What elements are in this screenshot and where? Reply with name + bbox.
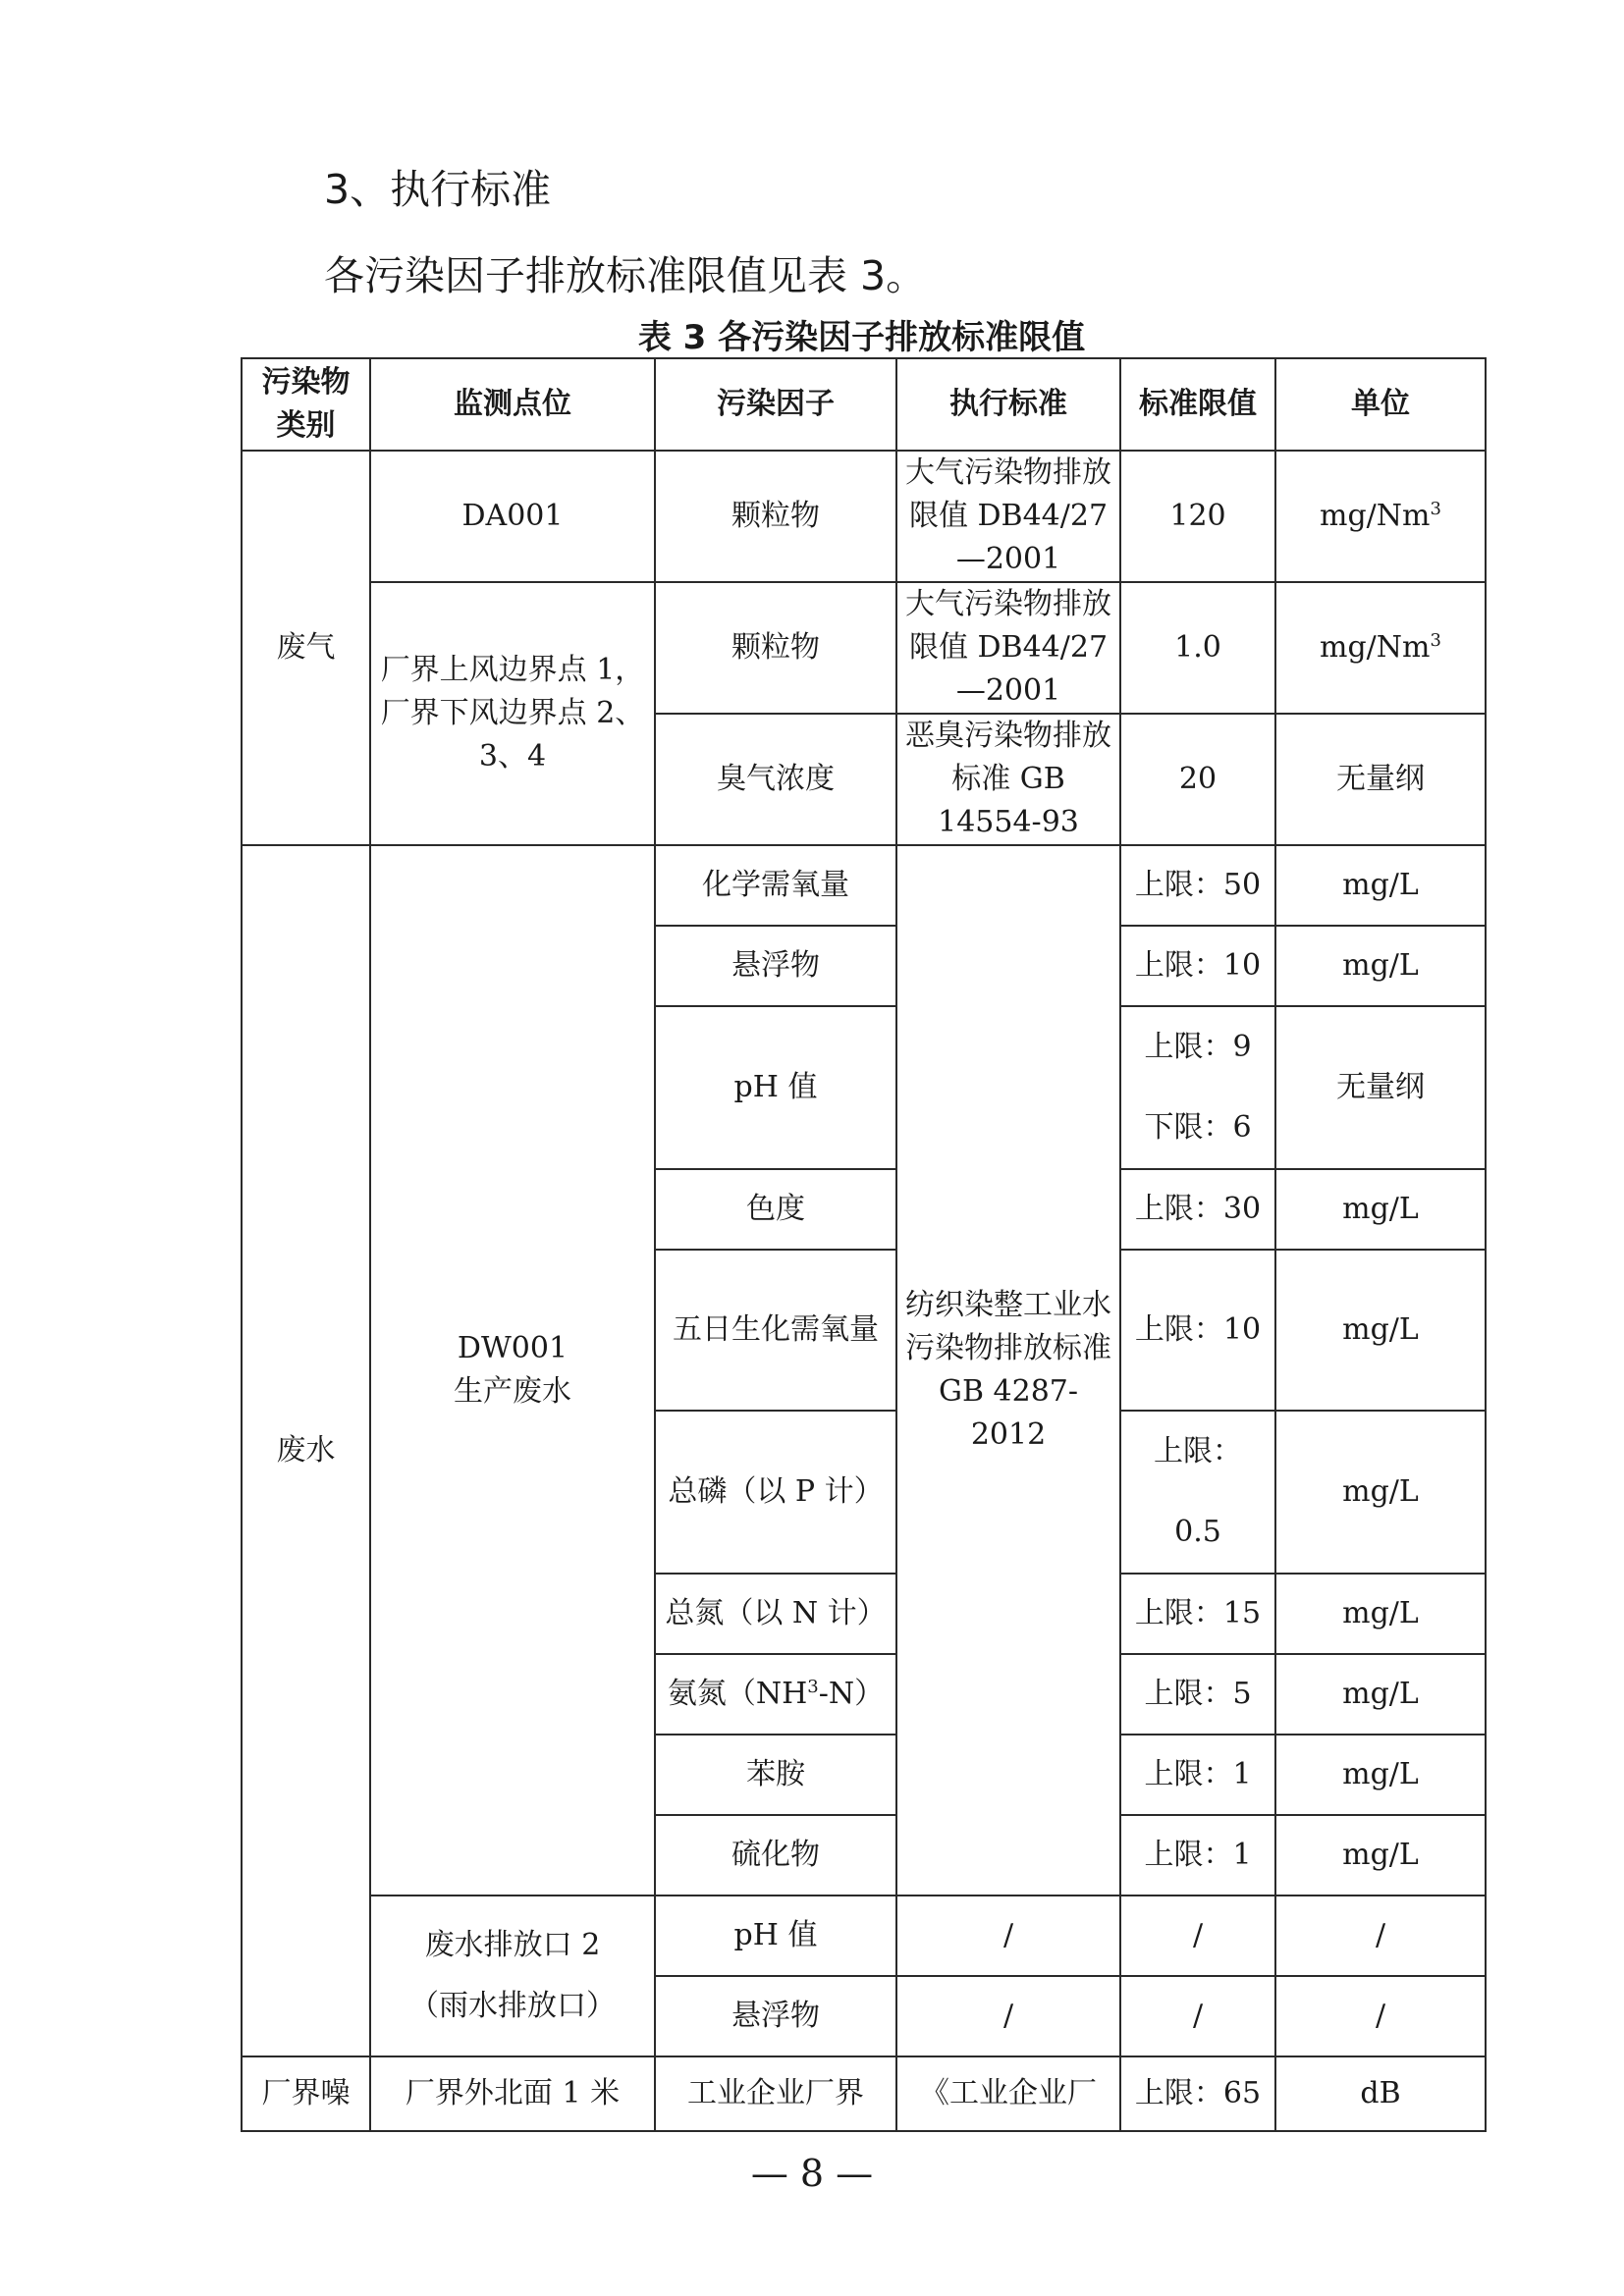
- unit-cell: [1275, 582, 1486, 714]
- factor-tail: -N）: [818, 1677, 885, 1711]
- factor-cell: 工业企业厂界: [655, 2056, 896, 2131]
- unit-cell: mg/L: [1275, 1815, 1486, 1896]
- emission-standards-table: [241, 357, 1487, 2132]
- unit-cell: mg/L: [1275, 1411, 1486, 1574]
- header-limit: 标准限值: [1120, 358, 1275, 451]
- category-waste-gas: 废气: [242, 451, 370, 845]
- factor-cell: 色度: [655, 1169, 896, 1250]
- category-waste-water: 废水: [242, 845, 370, 2056]
- limit-cell: 上限：30: [1120, 1169, 1275, 1250]
- limit-cell: 上限：50: [1120, 845, 1275, 926]
- table-row: [242, 582, 1486, 714]
- standard-cell: 恶臭污染物排放标准 GB 14554-93: [896, 714, 1120, 845]
- unit-cell: 无量纲: [1275, 1006, 1486, 1169]
- unit-cell: mg/L: [1275, 1574, 1486, 1654]
- limit-cell: 20: [1120, 714, 1275, 845]
- factor-cell: 总氮（以 N 计）: [655, 1574, 896, 1654]
- unit-cell: mg/L: [1275, 926, 1486, 1006]
- limit-upper: 上限：9: [1144, 1030, 1252, 1064]
- point-name: 生产废水: [454, 1374, 571, 1409]
- unit-cell: mg/L: [1275, 845, 1486, 926]
- limit-cell: 上限：5: [1120, 1654, 1275, 1735]
- factor-cell: 悬浮物: [655, 926, 896, 1006]
- factor-cell: pH 值: [655, 1006, 896, 1169]
- factor-cell: pH 值: [655, 1896, 896, 1976]
- limit-cell: 上限：1: [1120, 1815, 1275, 1896]
- factor-cell: 苯胺: [655, 1735, 896, 1815]
- page-number: — 8 —: [750, 2152, 874, 2195]
- unit-cell: mg/L: [1275, 1654, 1486, 1735]
- limit-cell: [1120, 1411, 1275, 1574]
- point-name: 废水排放口 2: [424, 1928, 601, 1962]
- point-code: DW001: [457, 1331, 568, 1365]
- standard-cell: /: [896, 1896, 1120, 1976]
- table-header-row: [242, 358, 1486, 451]
- factor-cell: 五日生化需氧量: [655, 1250, 896, 1411]
- limit-cell: 上限：10: [1120, 1250, 1275, 1411]
- point-noise: 厂界外北面 1 米: [370, 2056, 655, 2131]
- factor-text: 氨氮（NH: [667, 1677, 808, 1711]
- unit-cell: [1275, 451, 1486, 582]
- factor-cell: 臭气浓度: [655, 714, 896, 845]
- table-row: [242, 2056, 1486, 2131]
- limit-cell: /: [1120, 1896, 1275, 1976]
- factor-cell: 悬浮物: [655, 1976, 896, 2056]
- limit-cell: /: [1120, 1976, 1275, 2056]
- standard-dw001: 纺织染整工业水污染物排放标准 GB 4287-2012: [896, 845, 1120, 1896]
- point-boundary: 厂界上风边界点 1，厂界下风边界点 2、3、4: [370, 582, 655, 845]
- unit-text: mg/Nm: [1320, 630, 1431, 665]
- limit-upper: 上限：: [1154, 1434, 1242, 1468]
- table-row: [242, 451, 1486, 582]
- section-heading: 3、执行标准: [324, 166, 552, 213]
- point-dw001: [370, 845, 655, 1896]
- standard-cell: /: [896, 1976, 1120, 2056]
- unit-superscript: 3: [1430, 499, 1441, 519]
- limit-cell: 1.0: [1120, 582, 1275, 714]
- limit-cell: 上限：15: [1120, 1574, 1275, 1654]
- standard-cell: 大气污染物排放限值 DB44/27—2001: [896, 451, 1120, 582]
- unit-cell: dB: [1275, 2056, 1486, 2131]
- standard-cell: 《工业企业厂: [896, 2056, 1120, 2131]
- factor-cell: 总磷（以 P 计）: [655, 1411, 896, 1574]
- header-unit: 单位: [1275, 358, 1486, 451]
- point-note: （雨水排放口）: [409, 1989, 616, 2023]
- point-outlet2: [370, 1896, 655, 2056]
- category-noise: 厂界噪: [242, 2056, 370, 2131]
- unit-cell: /: [1275, 1896, 1486, 1976]
- standard-cell: 大气污染物排放限值 DB44/27—2001: [896, 582, 1120, 714]
- header-point: 监测点位: [370, 358, 655, 451]
- factor-superscript: 3: [807, 1677, 819, 1697]
- unit-superscript: 3: [1430, 630, 1441, 651]
- header-factor: 污染因子: [655, 358, 896, 451]
- unit-cell: /: [1275, 1976, 1486, 2056]
- header-category: 污染物类别: [242, 358, 370, 451]
- factor-cell: 颗粒物: [655, 582, 896, 714]
- point-da001: DA001: [370, 451, 655, 582]
- limit-cell: 120: [1120, 451, 1275, 582]
- limit-cell: [1120, 1006, 1275, 1169]
- table-row: [242, 1896, 1486, 1976]
- limit-cell: 上限：1: [1120, 1735, 1275, 1815]
- factor-cell: 硫化物: [655, 1815, 896, 1896]
- unit-cell: mg/L: [1275, 1169, 1486, 1250]
- limit-cell: 上限：10: [1120, 926, 1275, 1006]
- unit-cell: 无量纲: [1275, 714, 1486, 845]
- factor-cell: 颗粒物: [655, 451, 896, 582]
- limit-cell: 上限：65: [1120, 2056, 1275, 2131]
- table-row: [242, 845, 1486, 926]
- unit-cell: mg/L: [1275, 1250, 1486, 1411]
- unit-text: mg/Nm: [1320, 499, 1431, 533]
- limit-value: 0.5: [1174, 1515, 1221, 1549]
- factor-cell: [655, 1654, 896, 1735]
- unit-cell: mg/L: [1275, 1735, 1486, 1815]
- section-intro: 各污染因子排放标准限值见表 3。: [324, 252, 927, 299]
- header-standard: 执行标准: [896, 358, 1120, 451]
- limit-lower: 下限：6: [1144, 1110, 1252, 1145]
- factor-cell: 化学需氧量: [655, 845, 896, 926]
- table-caption: 表 3 各污染因子排放标准限值: [637, 318, 1086, 357]
